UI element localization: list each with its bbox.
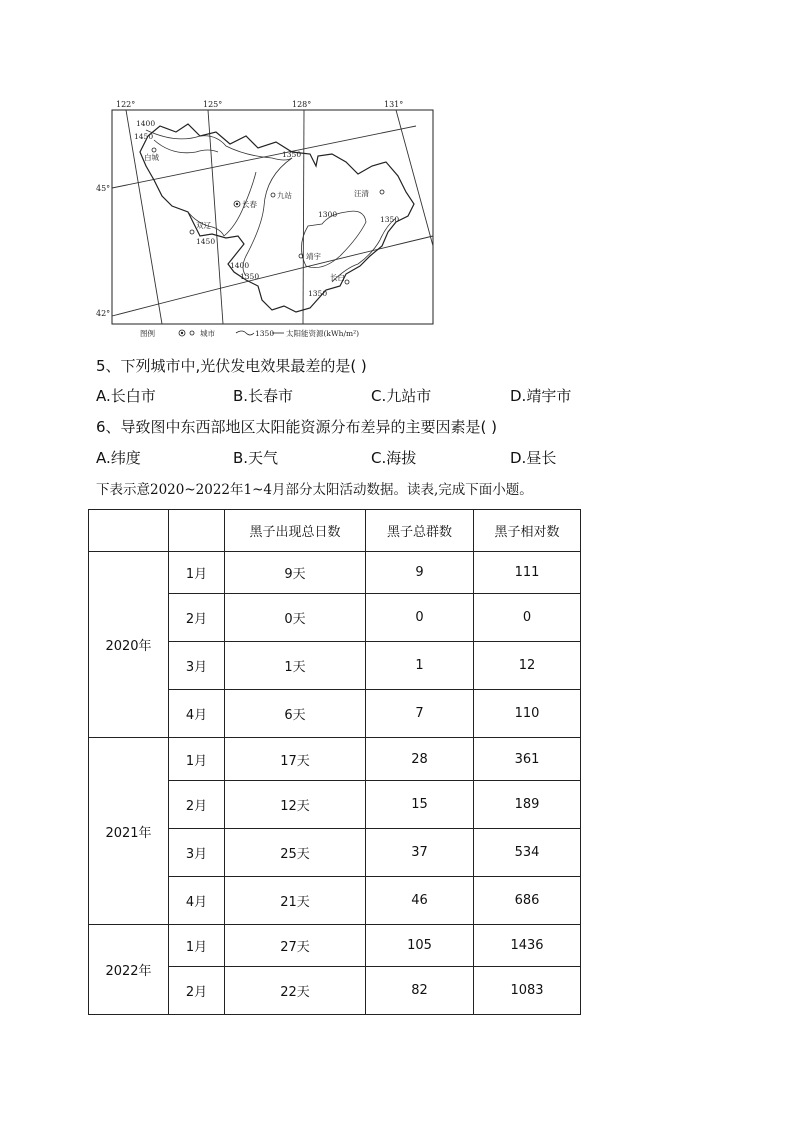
days-cell: 22天 — [225, 967, 366, 1015]
month-cell: 1月 — [169, 738, 225, 781]
relative-cell: 361 — [474, 738, 581, 781]
groups-cell: 46 — [366, 877, 474, 925]
groups-cell: 15 — [366, 781, 474, 829]
sunspot-data-table — [88, 509, 581, 1015]
legend-city-symbol — [190, 331, 194, 335]
contour-value-label: 1350 — [308, 289, 328, 298]
groups-cell: 1 — [366, 642, 474, 690]
groups-cell: 37 — [366, 829, 474, 877]
relative-cell: 0 — [474, 594, 581, 642]
relative-cell: 534 — [474, 829, 581, 877]
svg-text:汪清: 汪清 — [354, 189, 369, 198]
legend-contour-label: 太阳能资源(kWh/m²) — [286, 329, 360, 338]
table-header-row — [89, 510, 581, 552]
relative-cell: 110 — [474, 690, 581, 738]
question-5-option-a[interactable]: A.长白市 — [96, 387, 156, 405]
question-6-option-a[interactable]: A.纬度 — [96, 449, 141, 467]
contour-value-label: 1400 — [230, 261, 250, 270]
table-intro-text: 下表示意2020~2022年1~4月部分太阳活动数据。读表,完成下面小题。 — [96, 482, 533, 498]
header-relative-number: 黑子相对数 — [474, 510, 581, 552]
longitude-line-128 — [303, 110, 304, 324]
contour-value-label: 1350 — [240, 272, 260, 281]
contour-value-label: 1400 — [136, 119, 156, 128]
solar-resource-map — [96, 96, 441, 344]
days-cell: 27天 — [225, 925, 366, 967]
month-cell: 4月 — [169, 877, 225, 925]
month-cell: 2月 — [169, 967, 225, 1015]
contour-value-label: 1300 — [318, 210, 338, 219]
groups-cell: 28 — [366, 738, 474, 781]
map-figure — [96, 96, 441, 344]
header-month — [169, 510, 225, 552]
month-cell: 4月 — [169, 690, 225, 738]
header-total-days: 黑子出现总日数 — [225, 510, 366, 552]
relative-cell: 189 — [474, 781, 581, 829]
lon-label: 131° — [384, 100, 404, 109]
lat-label: 42° — [96, 309, 111, 318]
groups-cell: 9 — [366, 552, 474, 594]
contour-value-label: 1450 — [134, 132, 154, 141]
city-baicheng — [144, 148, 159, 162]
contour-value-label: 1350 — [282, 150, 302, 159]
relative-cell: 1083 — [474, 967, 581, 1015]
days-cell: 0天 — [225, 594, 366, 642]
contour-value-label: 1350 — [380, 215, 400, 224]
latitude-line-42 — [112, 236, 433, 316]
svg-text:靖宇: 靖宇 — [306, 252, 321, 261]
year-cell: 2022年 — [89, 925, 169, 1015]
days-cell: 6天 — [225, 690, 366, 738]
longitude-line-125 — [208, 110, 223, 324]
city-jiuzhan — [271, 190, 292, 200]
contour-value-label: 1450 — [196, 237, 216, 246]
lon-label: 125° — [203, 100, 223, 109]
contour-1450-north — [154, 140, 218, 153]
lon-label: 128° — [292, 100, 312, 109]
question-6-stem: 6、导致图中东西部地区太阳能资源分布差异的主要因素是( ) — [96, 418, 498, 436]
svg-text:双辽: 双辽 — [196, 221, 211, 230]
groups-cell: 82 — [366, 967, 474, 1015]
longitude-line-131 — [396, 110, 433, 246]
month-cell: 2月 — [169, 781, 225, 829]
relative-cell: 111 — [474, 552, 581, 594]
svg-text:白城: 白城 — [144, 153, 159, 162]
lat-label: 45° — [96, 184, 111, 193]
month-cell: 3月 — [169, 642, 225, 690]
city-changchun — [234, 199, 257, 209]
contour-1350-west — [243, 158, 292, 276]
days-cell: 12天 — [225, 781, 366, 829]
year-cell: 2021年 — [89, 738, 169, 925]
days-cell: 1天 — [225, 642, 366, 690]
groups-cell: 7 — [366, 690, 474, 738]
month-cell: 2月 — [169, 594, 225, 642]
question-5-option-c[interactable]: C.九站市 — [371, 387, 432, 405]
header-total-groups: 黑子总群数 — [366, 510, 474, 552]
city-wangqing — [354, 188, 384, 198]
table-row — [89, 552, 581, 594]
groups-cell: 105 — [366, 925, 474, 967]
question-6-option-b[interactable]: B.天气 — [233, 449, 279, 467]
lon-label: 122° — [116, 100, 136, 109]
svg-text:长白: 长白 — [330, 273, 345, 282]
relative-cell: 686 — [474, 877, 581, 925]
question-5-option-d[interactable]: D.靖宇市 — [510, 387, 572, 405]
question-5-stem: 5、下列城市中,光伏发电效果最差的是( ) — [96, 357, 367, 375]
relative-cell: 12 — [474, 642, 581, 690]
days-cell: 9天 — [225, 552, 366, 594]
days-cell: 25天 — [225, 829, 366, 877]
days-cell: 21天 — [225, 877, 366, 925]
legend-city-label: 城市 — [200, 329, 215, 338]
header-year — [89, 510, 169, 552]
table-row — [89, 738, 581, 781]
relative-cell: 1436 — [474, 925, 581, 967]
question-6-option-c[interactable]: C.海拔 — [371, 449, 417, 467]
table-row — [89, 925, 581, 967]
map-legend — [140, 328, 359, 338]
legend-contour-value: 1350 — [255, 329, 275, 338]
month-cell: 1月 — [169, 552, 225, 594]
month-cell: 1月 — [169, 925, 225, 967]
year-cell: 2020年 — [89, 552, 169, 738]
days-cell: 17天 — [225, 738, 366, 781]
month-cell: 3月 — [169, 829, 225, 877]
legend-contour-symbol — [236, 331, 254, 335]
legend-title: 图例 — [140, 329, 155, 338]
question-5-option-b[interactable]: B.长春市 — [233, 387, 294, 405]
svg-text:九站: 九站 — [277, 191, 292, 200]
question-6-option-d[interactable]: D.昼长 — [510, 449, 557, 467]
svg-text:长春: 长春 — [242, 200, 257, 209]
groups-cell: 0 — [366, 594, 474, 642]
